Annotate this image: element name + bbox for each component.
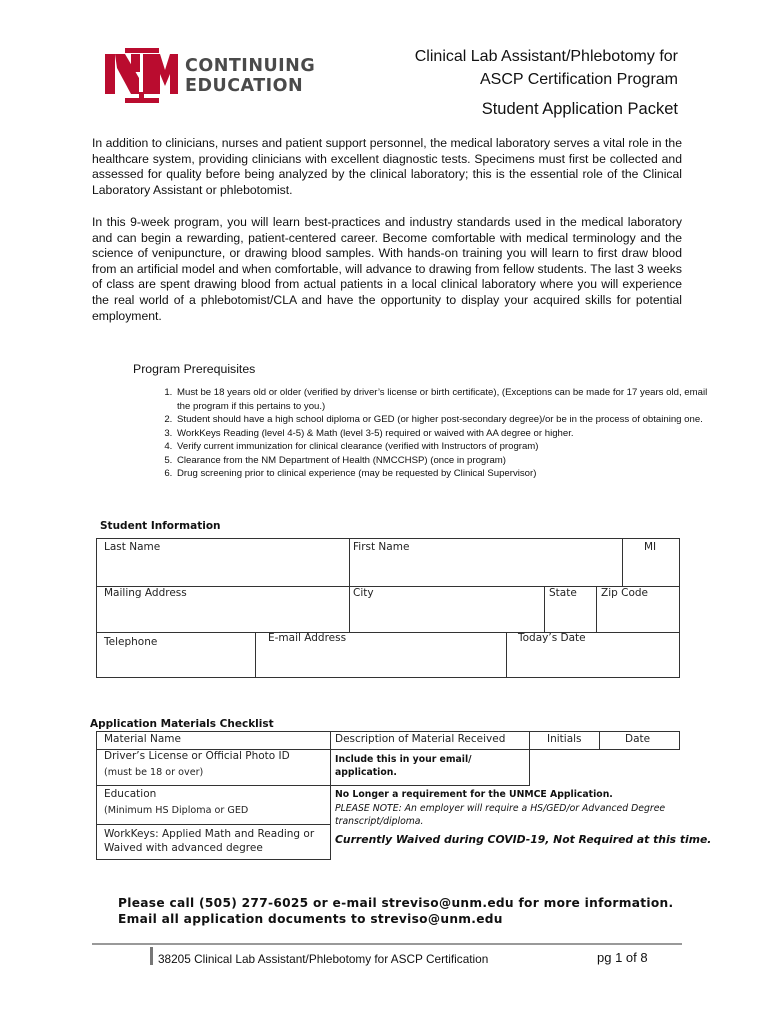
todays-date-field[interactable] bbox=[506, 633, 680, 678]
title-line-2: ASCP Certification Program bbox=[480, 71, 678, 88]
email-label: E-mail Address bbox=[268, 632, 347, 644]
intro-paragraph-2: In this 9-week program, you will learn best-practices and industry standards used in the medical laboratory and can begin a rewarding, patient-centered career. Become comfortable with medical terminology and the science of venipuncture, or drawing blood samples. With hands-on training you will learn to first draw blood from an artificial model and when comfortable, will advance to drawing from fellow students. The last 3 weeks of class are spent drawing blood from actual patients in a local clinical laboratory where you will experience the real world of a phlebotomist/CLA and have the opportunity to display your acquired skills for potential employment. bbox=[92, 215, 682, 323]
checklist-header-cell bbox=[96, 731, 331, 750]
table-row bbox=[96, 786, 331, 825]
row1-material-sub: (must be 18 or over) bbox=[104, 767, 204, 778]
checklist-header-cell bbox=[599, 731, 680, 750]
row1-material-name: Driver’s License or Official Photo ID bbox=[104, 750, 290, 762]
row2-description-italic: PLEASE NOTE: An employer will require a HS/GED/or Advanced Degree transcript/diploma. bbox=[335, 803, 666, 827]
student-info-form bbox=[96, 538, 680, 678]
student-info-title: Student Information bbox=[100, 520, 221, 532]
logo-line-2: EDUCATION bbox=[185, 76, 304, 96]
row2-material-sub: (Minimum HS Diploma or GED bbox=[104, 805, 249, 816]
row2-description-bold: No Longer a requirement for the UNMCE Application. bbox=[335, 789, 613, 800]
logo-line-1: CONTINUING bbox=[185, 56, 316, 76]
row3-description-cell bbox=[329, 825, 749, 859]
prerequisite-item: 1. Must be 18 years old or older (verified by driver’s license or birth certificate), (Exceptions can be made for 17 years old, email the program if this pertains to you.) bbox=[175, 386, 715, 413]
header-material-name: Material Name bbox=[104, 733, 181, 745]
subtitle: Student Application Packet bbox=[481, 100, 678, 118]
footer-divider bbox=[92, 943, 682, 945]
mailing-address-field[interactable] bbox=[96, 586, 350, 633]
city-field[interactable] bbox=[348, 586, 545, 633]
last-name-label: Last Name bbox=[104, 541, 161, 553]
checklist-table bbox=[96, 731, 712, 861]
email-field[interactable] bbox=[254, 633, 507, 678]
last-name-field[interactable] bbox=[96, 538, 350, 587]
row2-description-cell bbox=[329, 786, 689, 827]
page-number: pg 1 of 8 bbox=[597, 950, 648, 965]
title-line-1: Clinical Lab Assistant/Phlebotomy for bbox=[414, 48, 678, 65]
table-row bbox=[96, 749, 331, 786]
header-initials: Initials bbox=[547, 733, 582, 745]
logo-wordmark bbox=[185, 56, 315, 96]
mailing-address-label: Mailing Address bbox=[104, 587, 187, 599]
state-label: State bbox=[549, 587, 577, 599]
intro-paragraph-1: In addition to clinicians, nurses and patient support personnel, the medical laboratory serves a vital role in the healthcare system, providing clinicians with excellent diagnostic tests. Specimens must first be collected and assessed for quality before being analyzed by the clinical laboratory; this is the essential role of the Clinical Laboratory Assistant or phlebotomist. bbox=[92, 136, 682, 197]
row1-date-cell[interactable] bbox=[599, 749, 679, 785]
mi-label: MI bbox=[644, 541, 657, 553]
row3-material-name: WorkKeys: Applied Math and Reading or Waived with advanced degree bbox=[104, 828, 315, 854]
checklist-title: Application Materials Checklist bbox=[90, 718, 274, 730]
prerequisite-item: 6. Drug screening prior to clinical experience (may be requested by Clinical Supervisor) bbox=[175, 467, 715, 481]
checklist-header-cell bbox=[329, 731, 530, 750]
table-row bbox=[96, 825, 331, 860]
header-date: Date bbox=[625, 733, 651, 745]
mi-field[interactable] bbox=[622, 538, 680, 587]
telephone-label: Telephone bbox=[104, 636, 158, 648]
city-label: City bbox=[353, 587, 374, 599]
first-name-label: First Name bbox=[353, 541, 410, 553]
footer-course: 38205 Clinical Lab Assistant/Phlebotomy for ASCP Certification bbox=[158, 952, 489, 966]
contact-line-1: Please call (505) 277-6025 or e-mail streviso@unm.edu for more information. bbox=[118, 896, 674, 910]
row1-description: Include this in your email/ application. bbox=[335, 754, 472, 778]
telephone-field[interactable] bbox=[96, 633, 256, 678]
contact-line-2: Email all application documents to streviso@unm.edu bbox=[118, 912, 503, 926]
prerequisite-item: 3. WorkKeys Reading (level 4-5) & Math (level 3-5) required or waived with AA degree or higher. bbox=[175, 427, 715, 441]
prerequisites-list bbox=[135, 386, 715, 481]
prerequisite-item: 4. Verify current immunization for clinical clearance (verified with Instructors of program) bbox=[175, 440, 715, 454]
row2-material-name: Education bbox=[104, 788, 157, 800]
row1-initials-cell[interactable] bbox=[529, 749, 599, 785]
header-description: Description of Material Received bbox=[335, 733, 506, 745]
first-name-field[interactable] bbox=[348, 538, 623, 587]
row3-description: Currently Waived during COVID-19, Not Required at this time. bbox=[335, 833, 712, 846]
row1-description-cell bbox=[329, 749, 530, 786]
prerequisite-item: 2. Student should have a high school diploma or GED (or higher post-secondary degree)/or be in the process of obtaining one. bbox=[175, 413, 715, 427]
state-field[interactable] bbox=[544, 586, 597, 633]
zip-code-field[interactable] bbox=[596, 586, 680, 633]
footer-bar bbox=[150, 947, 153, 965]
prerequisites-title: Program Prerequisites bbox=[133, 362, 256, 376]
unm-logo-icon bbox=[105, 48, 179, 108]
prerequisite-item: 5. Clearance from the NM Department of Health (NMCCHSP) (once in program) bbox=[175, 454, 715, 468]
zip-code-label: Zip Code bbox=[601, 587, 648, 599]
todays-date-label: Today’s Date bbox=[518, 632, 586, 644]
checklist-header-cell bbox=[529, 731, 600, 750]
